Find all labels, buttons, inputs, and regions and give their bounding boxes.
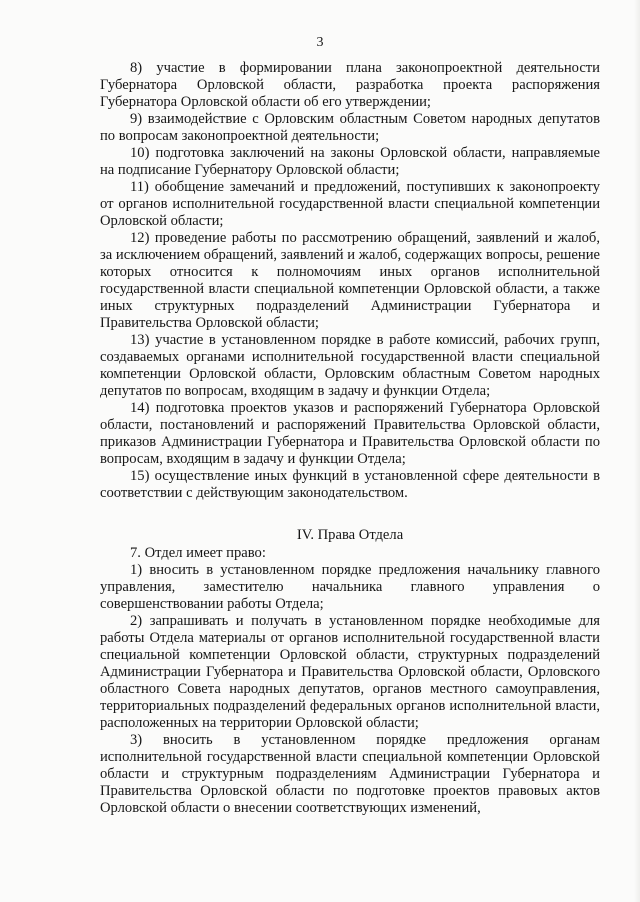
paragraph-item-14: 14) подготовка проектов указов и распоряжений Губернатора Орловской области, постановлений и распоряжений Правительства Орловской области, приказов Администрации Губернатора и Правительства Орловской области по вопросам, входящим в задачу и функции Отдела; xyxy=(100,400,600,467)
section-intro: 7. Отдел имеет право: xyxy=(130,545,266,561)
paragraph-right-2: 2) запрашивать и получать в установленном порядке необходимые для работы Отдела материалы от органов исполнительной государственной власти специальной компетенции Орловской области, структурных подразделений Администрации Губернатора и Правительства Орловской области, Орловского областного Совета народных депутатов, органов местного самоуправления, территориальных подразделений федеральных органов исполнительной власти, расположенных на территории Орловской области; xyxy=(100,613,600,731)
paragraph-item-10: 10) подготовка заключений на законы Орловской области, направляемые на подписание Губернатору Орловской области; xyxy=(100,145,600,178)
paragraph-item-11: 11) обобщение замечаний и предложений, поступивших к законопроекту от органов исполнительной государственной власти специальной компетенции Орловской области; xyxy=(100,179,600,229)
paragraph-right-1: 1) вносить в установленном порядке предложения начальнику главного управления, заместителю начальника главного управления о совершенствовании работы Отдела; xyxy=(100,562,600,612)
document-body xyxy=(100,60,600,817)
paragraph-item-15: 15) осуществление иных функций в установленной сфере деятельности в соответствии с действующим законодательством. xyxy=(100,468,600,501)
paragraph-item-13: 13) участие в установленном порядке в работе комиссий, рабочих групп, создаваемых органами исполнительной государственной власти специальной компетенции Орловской области, Орловским областным Советом народных депутатов по вопросам, входящим в задачу и функции Отдела; xyxy=(100,332,600,399)
scan-edge-shadow xyxy=(634,0,640,902)
page-number: 3 xyxy=(316,35,324,50)
paragraph-item-12: 12) проведение работы по рассмотрению обращений, заявлений и жалоб, за исключением обращений, заявлений и жалоб, содержащих вопросы, решение которых относится к полномочиям иных органов исполнительной государственной власти специальной компетенции Орловской области, а также иных структурных подразделений Администрации Губернатора и Правительства Орловской области; xyxy=(100,230,600,331)
section-heading: IV. Права Отдела xyxy=(296,527,404,543)
paragraph-item-8: 8) участие в формировании плана законопроектной деятельности Губернатора Орловской области, разработка проекта распоряжения Губернатора Орловской области об его утверждении; xyxy=(100,60,600,110)
paragraph-item-9: 9) взаимодействие с Орловским областным Советом народных депутатов по вопросам законопроектной деятельности; xyxy=(100,111,600,144)
paragraph-right-3: 3) вносить в установленном порядке предложения органам исполнительной государственной власти специальной компетенции Орловской области и структурным подразделениям Администрации Губернатора и Правительства Орловской области по подготовке проектов правовых актов Орловской области о внесении соответствующих изменений, xyxy=(100,732,600,816)
